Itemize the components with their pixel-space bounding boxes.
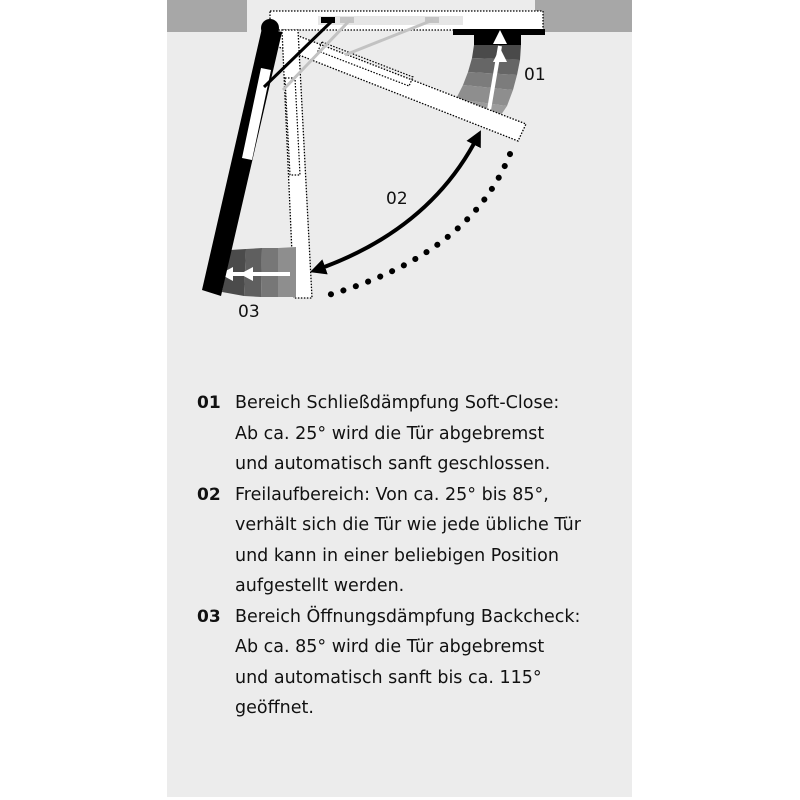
door-swing-diagram	[0, 0, 800, 340]
hinge-pivot	[261, 19, 279, 37]
legend-text	[235, 602, 580, 724]
legend-item-01	[197, 388, 627, 480]
legend-line: und kann in einer beliebigen Position	[235, 545, 559, 566]
legend-line: Bereich Öffnungsdämpfung Backcheck:	[235, 606, 581, 627]
backcheck-zone	[220, 247, 296, 297]
legend	[197, 388, 627, 724]
label-03: 03	[238, 302, 260, 322]
closer-track	[318, 16, 463, 25]
legend-text	[235, 480, 581, 602]
legend-line: und automatisch sanft geschlossen.	[235, 454, 551, 474]
legend-number: 03	[197, 606, 221, 627]
legend-line: und automatisch sanft bis ca. 115°	[235, 667, 542, 688]
legend-number: 02	[197, 484, 221, 505]
label-02: 02	[386, 189, 408, 209]
legend-text	[235, 388, 559, 480]
wall-left	[167, 0, 247, 32]
label-01: 01	[524, 65, 546, 85]
legend-line: aufgestellt werden.	[235, 576, 405, 596]
legend-number: 01	[197, 393, 221, 413]
legend-item-02	[197, 480, 627, 602]
legend-line: Ab ca. 85° wird die Tür abgebremst	[235, 637, 545, 657]
wall-right	[535, 0, 632, 32]
legend-line: verhält sich die Tür wie jede übliche Tür	[235, 515, 581, 535]
legend-line: geöffnet.	[235, 698, 314, 718]
legend-line: Ab ca. 25° wird die Tür abgebremst	[235, 423, 545, 444]
legend-line: Freilaufbereich: Von ca. 25° bis 85°,	[235, 484, 549, 505]
swing-path-dotted	[325, 154, 510, 296]
legend-item-03	[197, 602, 627, 724]
legend-line: Bereich Schließdämpfung Soft-Close:	[235, 393, 560, 413]
